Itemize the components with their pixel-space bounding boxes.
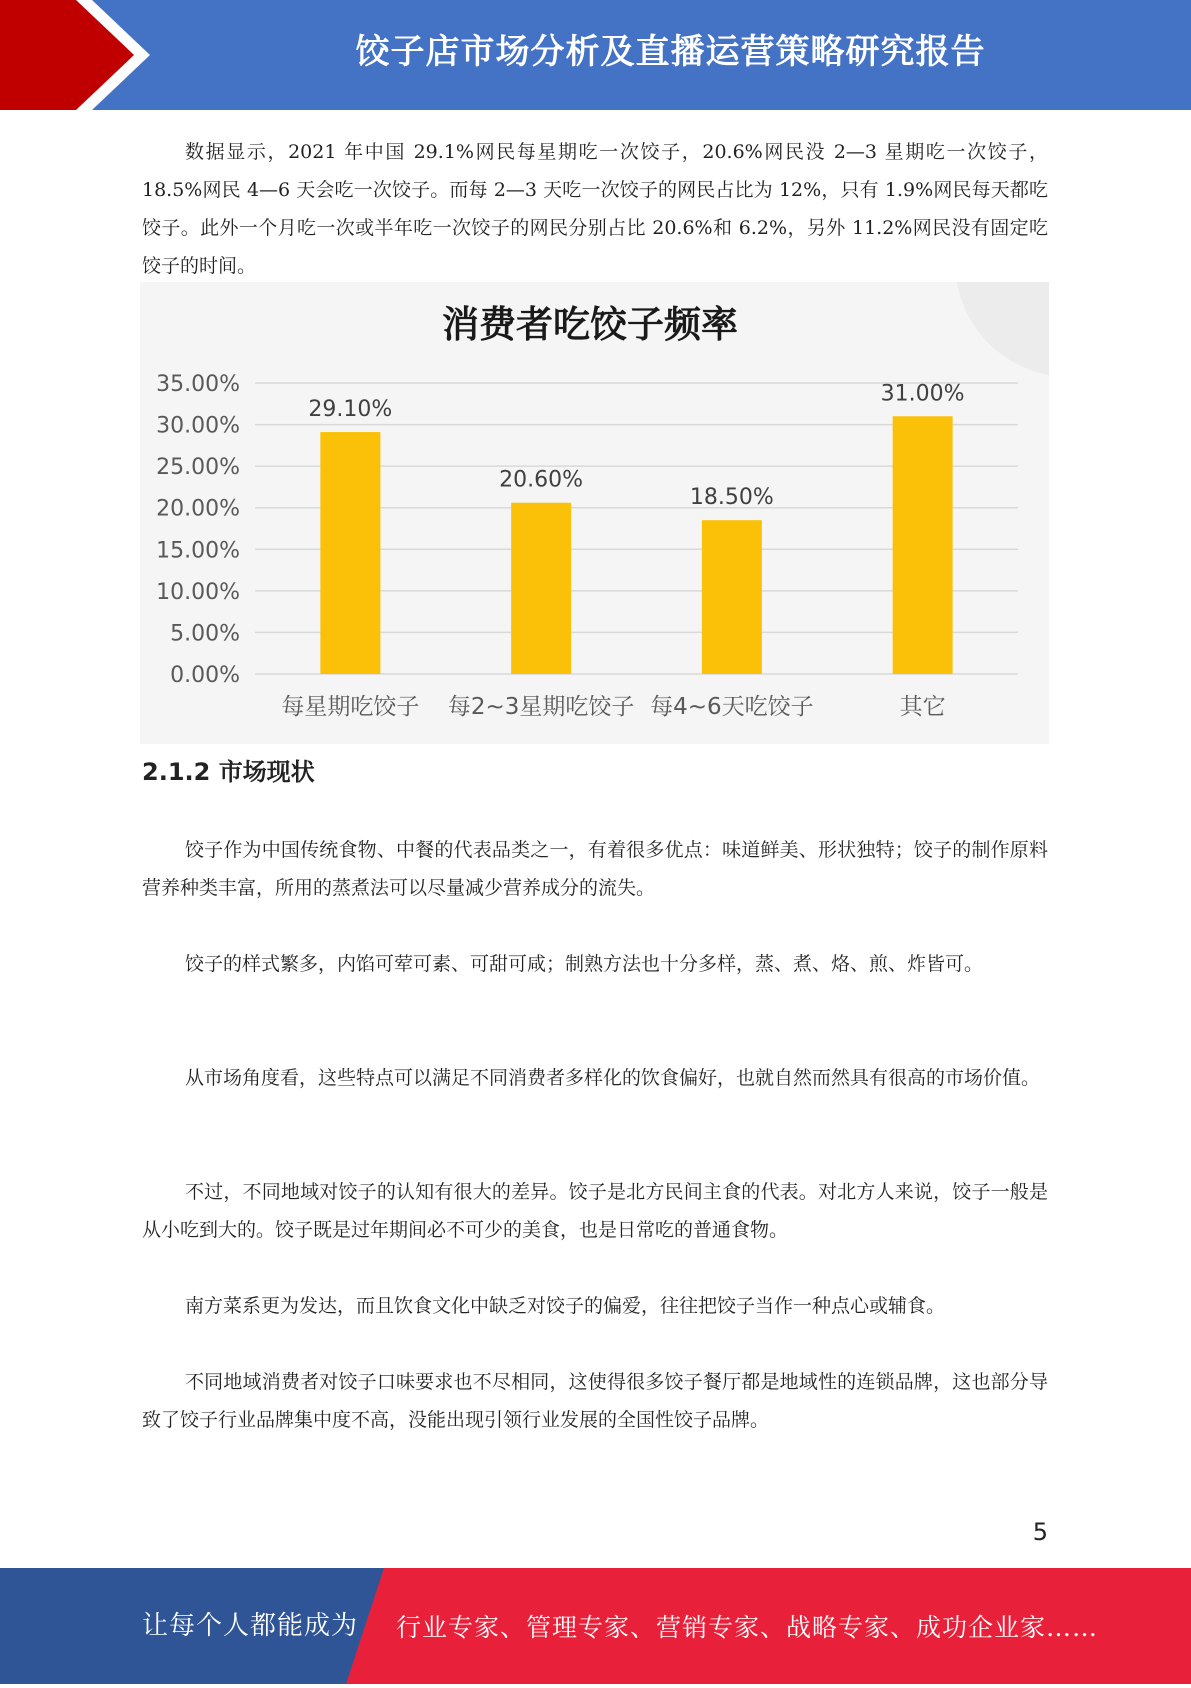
- chart-background-decoration: [955, 282, 1049, 377]
- intro-paragraph: 数据显示，2021 年中国 29.1%网民每星期吃一次饺子，20.6%网民没 2—3 星期吃一次饺子，18.5%网民 4—6 天会吃一次饺子。而每 2—3 天吃一次饺子的网民占比为 12%，只有 1.9%网民每天都吃饺子。此外一个月吃一次或半年吃一次饺子的网民分别占比 20.6%和 6.2%，另外 11.2%网民没有固定吃饺子的时间。: [142, 141, 1048, 277]
- bar: [511, 503, 571, 674]
- bar: [702, 520, 762, 674]
- x-category-label: 每4~6天吃饺子: [650, 694, 814, 720]
- data-label: 18.50%: [689, 485, 774, 511]
- page-number: 5: [1032, 1518, 1048, 1546]
- x-category-label: 每2~3星期吃饺子: [447, 694, 635, 720]
- body-paragraph: 饺子作为中国传统食物、中餐的代表品类之一，有着很多优点：味道鲜美、形状独特；饺子的制作原料营养种类丰富，所用的蒸煮法可以尽量减少营养成分的流失。: [142, 839, 1048, 899]
- data-label: 31.00%: [880, 381, 965, 407]
- body-paragraph: 不同地域消费者对饺子口味要求也不尽相同，这使得很多饺子餐厅都是地域性的连锁品牌，这也部分导致了饺子行业品牌集中度不高，没能出现引领行业发展的全国性饺子品牌。: [142, 1371, 1048, 1431]
- section-heading: 2.1.2 市场现状: [142, 758, 315, 786]
- bar: [893, 416, 953, 674]
- y-tick-label: 25.00%: [156, 455, 240, 481]
- y-tick-label: 0.00%: [170, 663, 240, 688]
- y-tick-label: 20.00%: [156, 496, 240, 522]
- body-paragraph: 南方菜系更为发达，而且饮食文化中缺乏对饺子的偏爱，往往把饺子当作一种点心或辅食。: [185, 1295, 946, 1317]
- x-category-label: 每星期吃饺子: [281, 694, 420, 720]
- y-tick-label: 15.00%: [156, 538, 240, 564]
- y-tick-label: 30.00%: [156, 413, 240, 439]
- y-tick-label: 35.00%: [156, 372, 240, 397]
- footer-slogan-left: 让每个人都能成为: [142, 1611, 359, 1641]
- bar: [320, 432, 380, 674]
- x-category-label: 其它: [899, 694, 946, 720]
- footer-slogan-right: 行业专家、管理专家、营销专家、战略专家、成功企业家……: [396, 1613, 1099, 1642]
- data-label: 29.10%: [308, 397, 393, 423]
- document-title: 饺子店市场分析及直播运营策略研究报告: [355, 32, 986, 72]
- frequency-chart: [140, 282, 1049, 744]
- chart-title: 消费者吃饺子频率: [442, 303, 738, 346]
- data-label: 20.60%: [499, 467, 584, 493]
- y-tick-label: 10.00%: [156, 579, 240, 605]
- body-paragraph: 从市场角度看，这些特点可以满足不同消费者多样化的饮食偏好，也就自然而然具有很高的市场价值。: [185, 1067, 1041, 1089]
- body-paragraph: 不过，不同地域对饺子的认知有很大的差异。饺子是北方民间主食的代表。对北方人来说，饺子一般是从小吃到大的。饺子既是过年期间必不可少的美食，也是日常吃的普通食物。: [142, 1181, 1048, 1241]
- page-header: [0, 0, 1191, 110]
- body-paragraph: 饺子的样式繁多，内馅可荤可素、可甜可咸；制熟方法也十分多样，蒸、煮、烙、煎、炸皆可。: [185, 953, 984, 975]
- page-footer: [0, 1568, 1191, 1684]
- y-tick-label: 5.00%: [170, 621, 240, 647]
- bar-chart-svg: [140, 282, 1049, 744]
